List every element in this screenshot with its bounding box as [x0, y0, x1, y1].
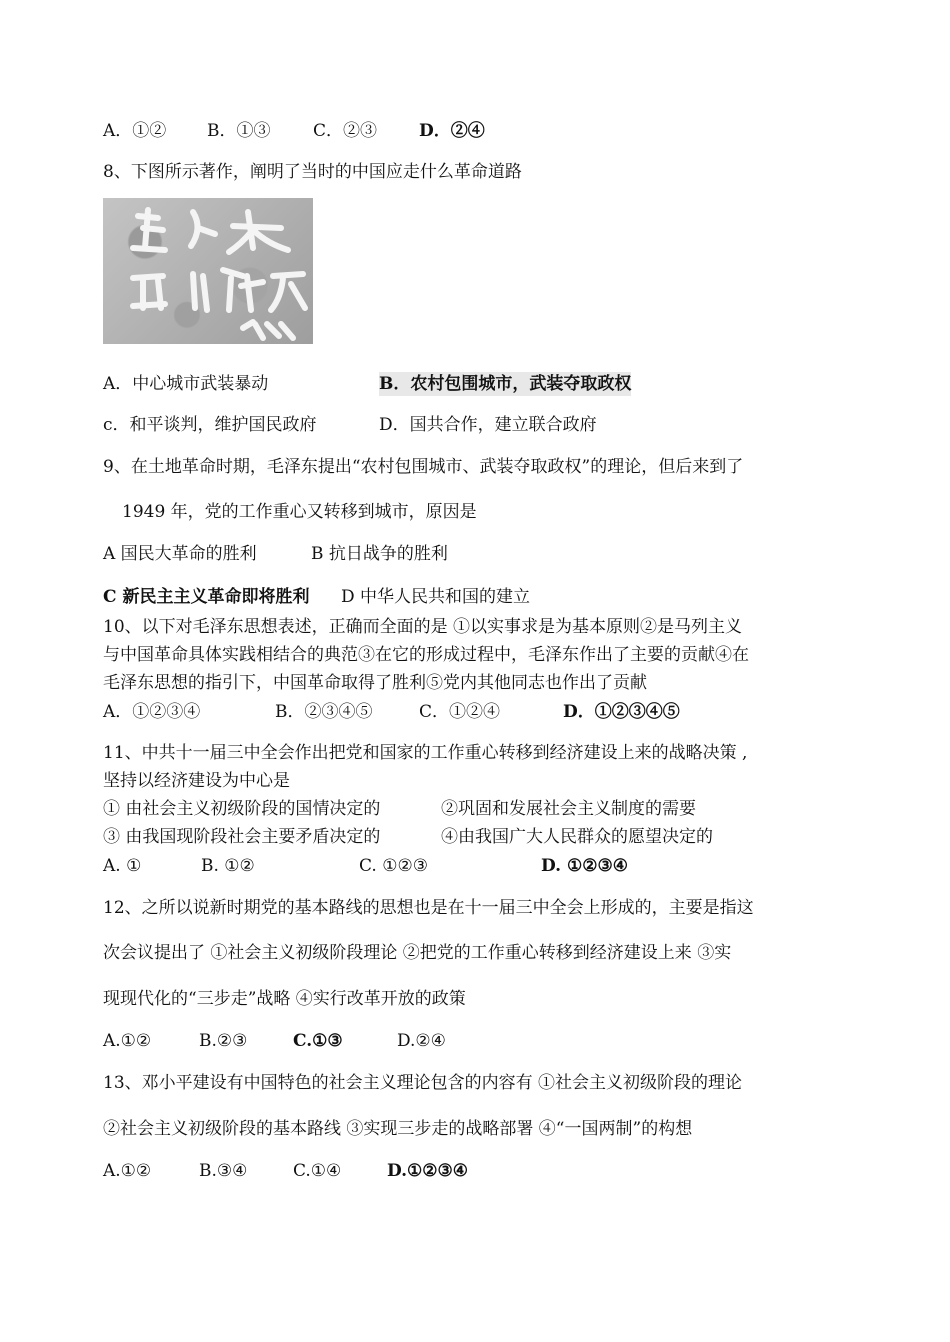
q12-option-d: D.②④	[397, 1031, 446, 1051]
q13-stem-line2: ②社会主义初级阶段的基本路线 ③实现三步走的战略部署 ④“一国两制”的构想	[103, 1119, 693, 1139]
q12-option-c: C.①③	[293, 1031, 343, 1051]
q9-option-c: C 新民主主义革命即将胜利	[103, 587, 310, 607]
q11-option-c: C. ①②③	[359, 856, 428, 876]
q12-stem-line1: 12、之所以说新时期党的基本路线的思想也是在十一届三中全会上形成的，主要是指这	[103, 898, 754, 918]
q13-stem-line1: 13、邓小平建设有中国特色的社会主义理论包含的内容有 ①社会主义初级阶段的理论	[103, 1073, 743, 1093]
q7-option-a: A．①②	[103, 121, 167, 141]
q13-option-d: D.①②③④	[387, 1161, 469, 1181]
q10-option-a: A．①②③④	[103, 702, 201, 722]
q11-statement-1: ① 由社会主义初级阶段的国情决定的	[103, 799, 381, 819]
q10-stem-line3: 毛泽东思想的指引下，中国革命取得了胜利⑤党内其他同志也作出了贡献	[103, 673, 647, 693]
q10-option-d: D．①②③④⑤	[563, 702, 680, 722]
q13-option-c: C.①④	[293, 1161, 342, 1181]
q13-option-a: A.①②	[103, 1161, 152, 1181]
q10-stem-line1: 10、以下对毛泽东思想表述，正确而全面的是 ①以实事求是为基本原则②是马列主义	[103, 617, 743, 637]
q9-option-a: A 国民大革命的胜利	[103, 544, 257, 564]
calligraphy-strokes	[103, 198, 313, 344]
q11-option-d: D. ①②③④	[541, 856, 628, 876]
q10-stem-line2: 与中国革命具体实践相结合的典范③在它的形成过程中，毛泽东作出了主要的贡献④在	[103, 645, 749, 665]
q9-option-b: B 抗日战争的胜利	[311, 544, 448, 564]
q7-option-b: B．①③	[207, 121, 271, 141]
q8-option-a: A．中心城市武装暴动	[103, 374, 269, 394]
q13-option-b: B.③④	[199, 1161, 248, 1181]
q11-option-a: A. ①	[103, 856, 142, 876]
calligraphy-photo	[103, 198, 313, 344]
q10-option-b: B．②③④⑤	[275, 702, 373, 722]
q12-stem-line3: 现现代化的“三步走”战略 ④实行改革开放的政策	[103, 989, 466, 1009]
q8-stem: 8、下图所示著作，阐明了当时的中国应走什么革命道路	[103, 162, 522, 182]
q10-option-c: C．①②④	[419, 702, 501, 722]
q8-option-b: B．农村包围城市，武装夺取政权	[379, 374, 632, 394]
q8-option-c: c．和平谈判，维护国民政府	[103, 415, 317, 435]
q12-option-b: B.②③	[199, 1031, 248, 1051]
q8-option-d: D．国共合作，建立联合政府	[379, 415, 597, 435]
q11-stem-line1: 11、中共十一届三中全会作出把党和国家的工作重心转移到经济建设上来的战略决策 ,	[103, 743, 748, 763]
q11-statement-2: ②巩固和发展社会主义制度的需要	[441, 799, 696, 819]
q11-option-b: B. ①②	[201, 856, 255, 876]
q12-stem-line2: 次会议提出了 ①社会主义初级阶段理论 ②把党的工作重心转移到经济建设上来 ③实	[103, 943, 732, 963]
q11-statement-3: ③ 由我国现阶段社会主要矛盾决定的	[103, 827, 381, 847]
q12-option-a: A.①②	[103, 1031, 152, 1051]
q9-stem-line1: 9、在土地革命时期，毛泽东提出“农村包围城市、武装夺取政权”的理论，但后来到了	[103, 457, 744, 477]
q9-stem-line2: 1949 年，党的工作重心又转移到城市，原因是	[122, 502, 477, 522]
q11-stem-line2: 坚持以经济建设为中心是	[103, 771, 290, 791]
q9-option-d: D 中华人民共和国的建立	[341, 587, 531, 607]
q7-option-c: C．②③	[313, 121, 378, 141]
q7-option-d: D．②④	[419, 121, 485, 141]
q11-statement-4: ④由我国广大人民群众的愿望决定的	[441, 827, 713, 847]
